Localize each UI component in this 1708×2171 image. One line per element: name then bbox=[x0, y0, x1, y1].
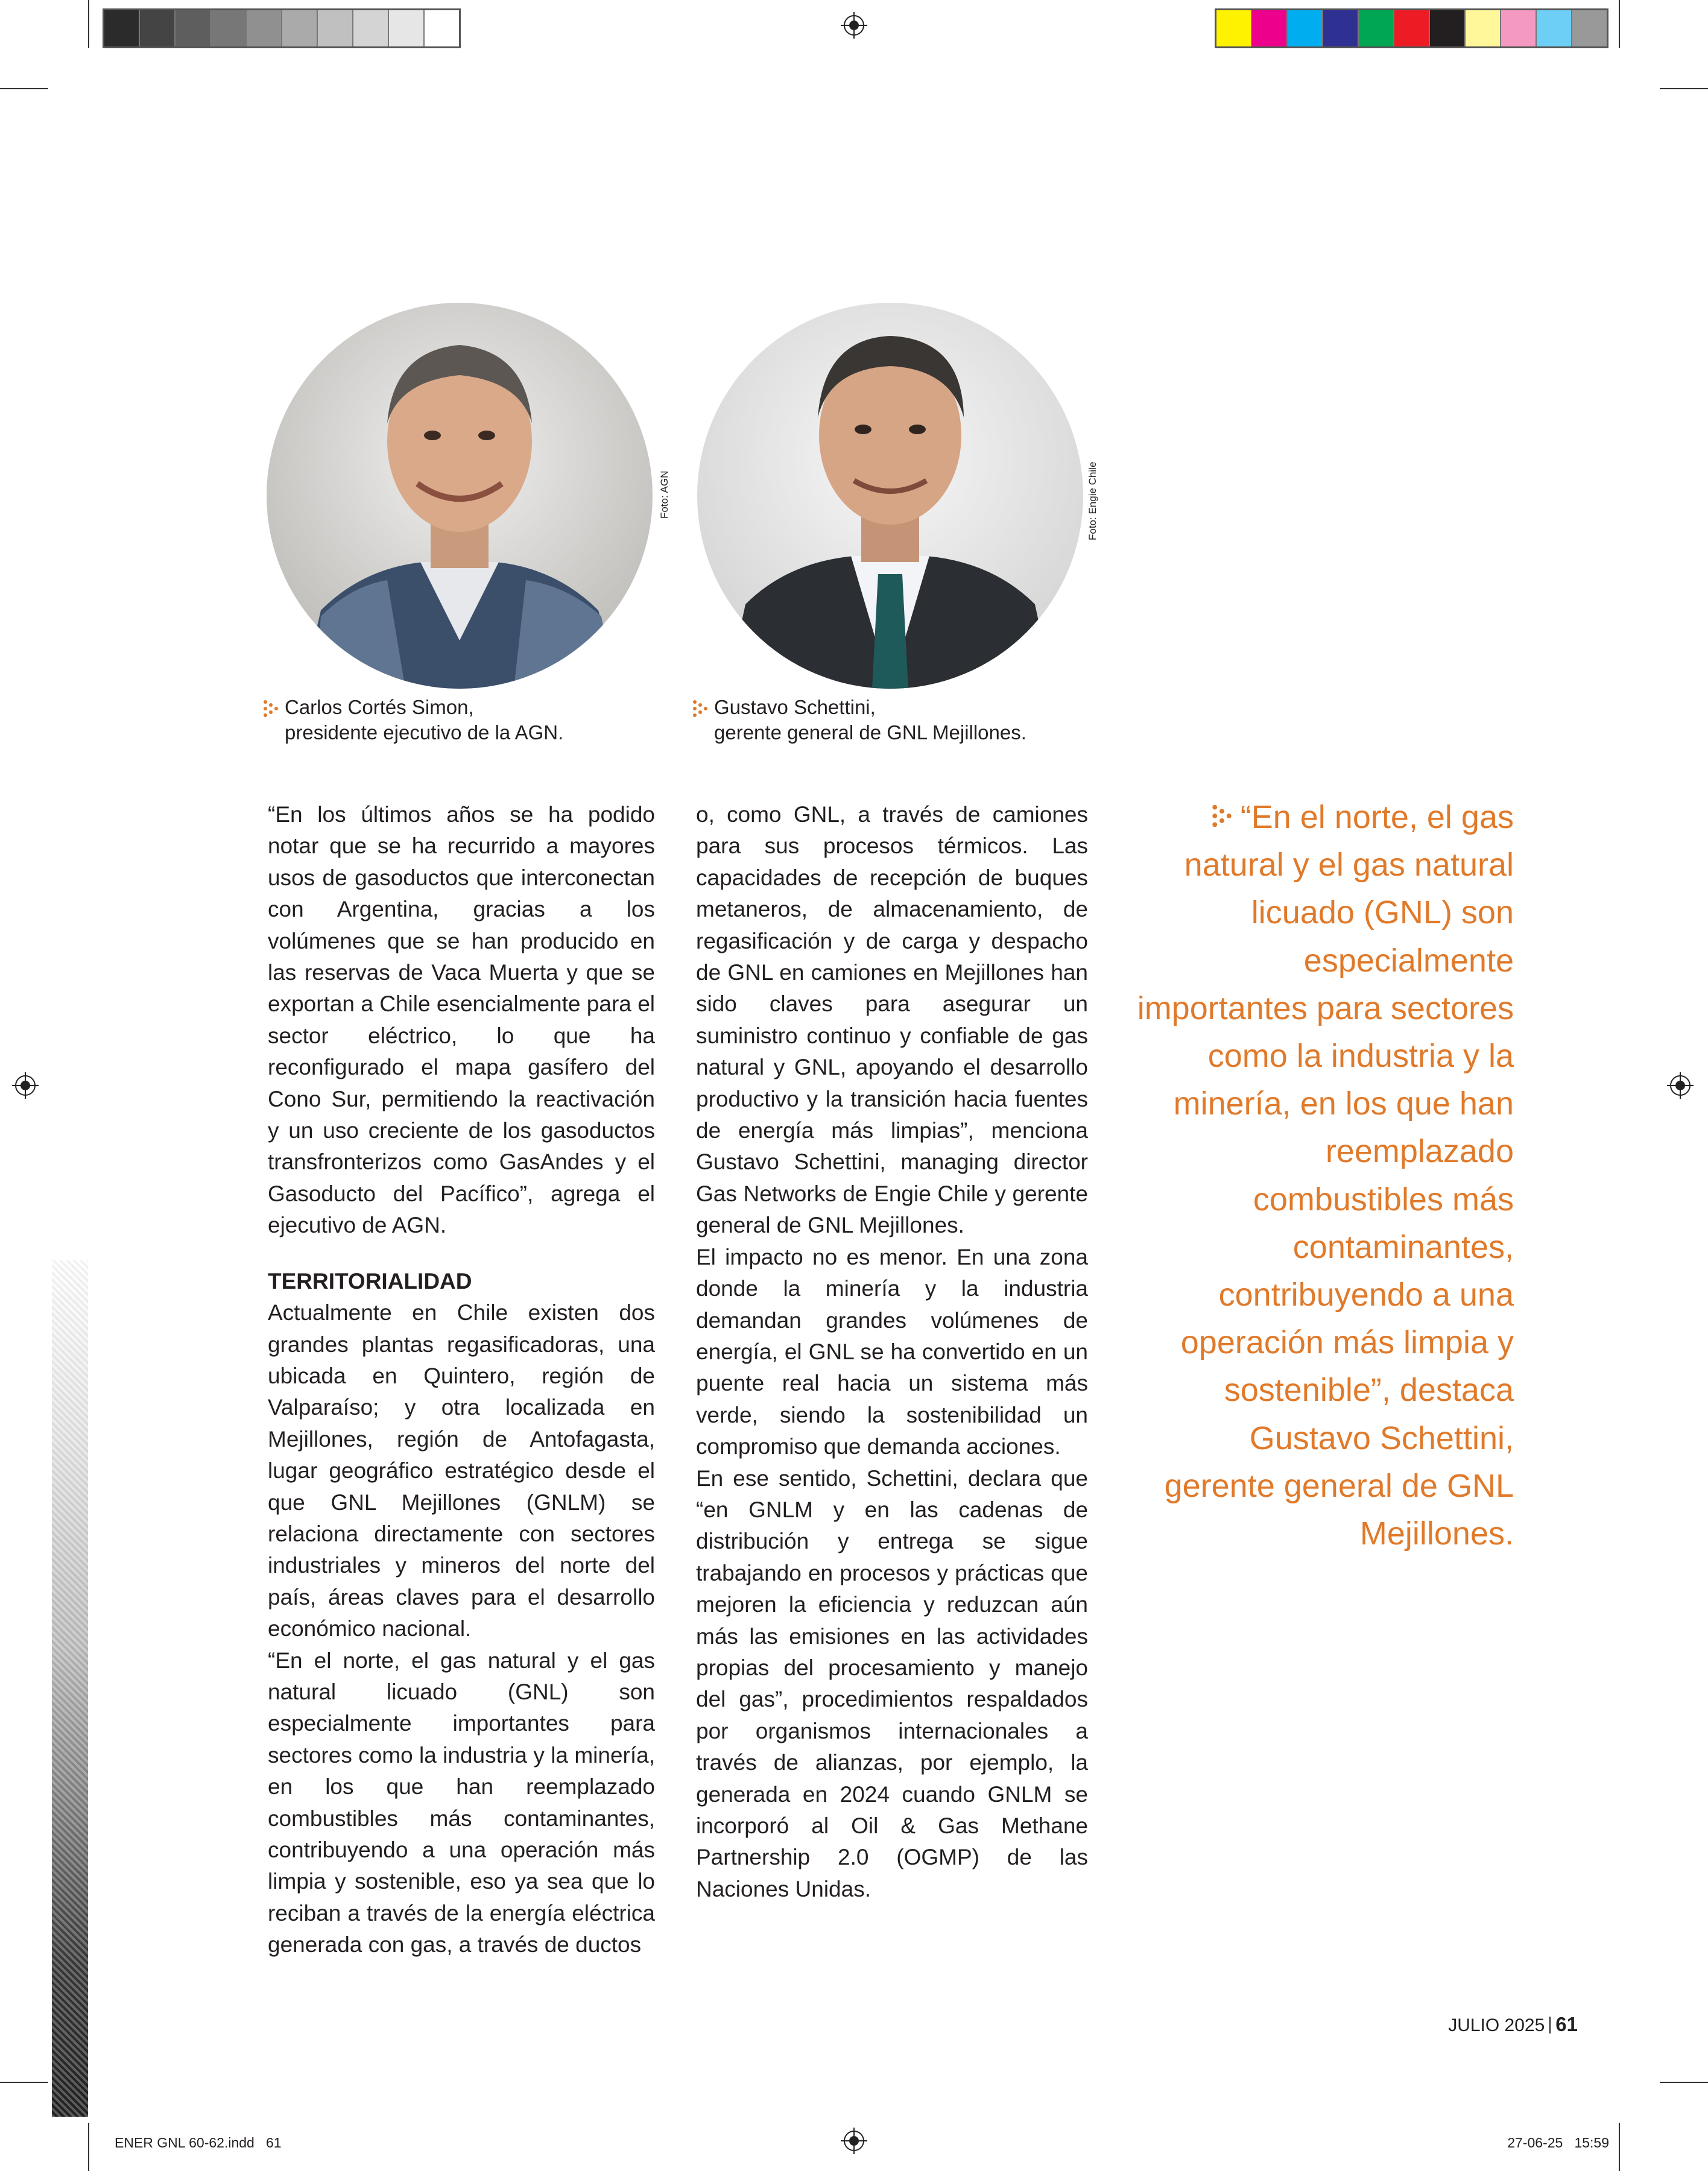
crop-mark bbox=[88, 0, 89, 48]
body-paragraph: Actualmente en Chile existen dos grandes plantas regasificadoras, una ubicada en Quintero, región de Valparaíso; y otra localizada en Mejillones, región de Antofagasta, lugar geográfico estratégico desde el que GNL Mejillones (GNLM) se relaciona directamente con sectores industriales y mineros del norte del país, áreas claves para el desarrollo económico nacional. bbox=[268, 1300, 655, 1642]
crop-mark bbox=[0, 2082, 48, 2083]
page-number: 61 bbox=[1555, 2013, 1578, 2035]
gray-swatch bbox=[282, 10, 318, 46]
pull-quote-text: “En el norte, el gas natural y el gas natural licuado (GNL) son especialmente importantes para sectores como la industria y la minería, en los que han reemplazado combustibles más contaminantes, contribuyendo a una operación más limpia y sostenible”, destaca Gustavo Schettini, gerente general de GNL Mejillones. bbox=[1137, 799, 1514, 1552]
file-slug: ENER GNL 60-62.indd 61 bbox=[115, 2135, 282, 2150]
caption-role: presidente ejecutivo de la AGN. bbox=[285, 721, 564, 744]
black-swatch bbox=[1430, 10, 1466, 46]
blue-swatch bbox=[1323, 10, 1359, 46]
body-paragraph: En ese sentido, Schettini, declara que “en GNLM y en las cadenas de distribución y entrega se sigue trabajando en procesos y prácticas que mejoren la eficiencia y reduzcan aún más las emisiones en las actividades propias del procesamiento y manejo del gas”, procedimientos respaldados por organismos internacionales a través de alianzas, por ejemplo, la generada en 2024 cuando GNLM se incorporó al Oil & Gas Methane Partnership 2.0 (OGMP) de las Naciones Unidas. bbox=[696, 1465, 1088, 1901]
light-cyan-swatch bbox=[1537, 10, 1572, 46]
gray-swatch bbox=[176, 10, 211, 46]
gray-swatch bbox=[247, 10, 282, 46]
caption-role: gerente general de GNL Mejillones. bbox=[714, 721, 1026, 744]
arrow-bullet-icon bbox=[263, 700, 279, 718]
crop-mark bbox=[1619, 0, 1620, 48]
issue-date: JULIO 2025 bbox=[1448, 2015, 1545, 2035]
crop-mark bbox=[1660, 2082, 1708, 2083]
portrait-caption bbox=[285, 695, 622, 745]
body-paragraph: El impacto no es menor. En una zona donde la minería y la industria demandan grandes volúmenes de energía, el GNL se ha convertido en un puente real hacia un sistema más verde, siendo la sostenibilidad un compromiso que demanda acciones. bbox=[696, 1244, 1088, 1459]
registration-mark-icon bbox=[12, 1072, 39, 1099]
crop-mark bbox=[1660, 88, 1708, 89]
print-timestamp: 27-06-25 15:59 bbox=[1507, 2135, 1609, 2150]
portrait-gustavo-schettini bbox=[697, 303, 1083, 689]
pink-swatch bbox=[1501, 10, 1537, 46]
color-calibration-bar bbox=[1215, 8, 1608, 48]
crop-mark bbox=[0, 88, 48, 89]
registration-mark-icon bbox=[841, 12, 867, 39]
photo-credit: Foto: AGN bbox=[659, 470, 670, 519]
body-paragraph: “En el norte, el gas natural y el gas natural licuado (GNL) son especialmente importantes para sectores como la industria y la minería, en los que han reemplazado combustibles más contaminantes, contribuyendo a una operación más limpia y sostenible, eso ya sea que lo reciban a través de la energía eléctrica generada con gas, a través de ductos bbox=[268, 1648, 655, 1958]
cyan-swatch bbox=[1288, 10, 1323, 46]
caption-name: Carlos Cortés Simon, bbox=[285, 696, 474, 718]
gray-swatch bbox=[140, 10, 176, 46]
green-swatch bbox=[1359, 10, 1394, 46]
registration-mark-icon bbox=[1667, 1072, 1694, 1099]
article-column-1 bbox=[268, 799, 655, 1961]
gray-swatch bbox=[353, 10, 389, 46]
body-paragraph: “En los últimos años se ha podido notar que se ha recurrido a mayores usos de gasoductos que interconectan con Argentina, gracias a los volúmenes que se han producido en las reservas de Vaca Muerta y que se exportan a Chile esencialmente para el sector eléctrico, lo que ha reconfigurado el mapa gasífero del Cono Sur, permitiendo la reactivación y un uso creciente de los gasoductos transfronterizos como GasAndes y el Gasoducto del Pacífico”, agrega el ejecutivo de AGN. bbox=[268, 802, 655, 1238]
magenta-swatch bbox=[1252, 10, 1288, 46]
crop-mark bbox=[1619, 2123, 1620, 2171]
gray-swatch bbox=[211, 10, 247, 46]
portrait-caption bbox=[714, 695, 1088, 745]
gray-swatch bbox=[425, 10, 459, 46]
gray-swatch bbox=[1572, 10, 1607, 46]
crop-mark bbox=[88, 2123, 89, 2171]
caption-name: Gustavo Schettini, bbox=[714, 696, 876, 718]
gray-swatch bbox=[104, 10, 140, 46]
pull-quote bbox=[1134, 794, 1514, 1558]
gray-swatch bbox=[389, 10, 425, 46]
light-yellow-swatch bbox=[1466, 10, 1501, 46]
photo-credit: Foto: Engie Chile bbox=[1087, 461, 1098, 540]
red-swatch bbox=[1394, 10, 1430, 46]
section-heading: TERRITORIALIDAD bbox=[268, 1268, 472, 1294]
arrow-bullet-icon bbox=[692, 700, 708, 718]
gray-swatch bbox=[318, 10, 353, 46]
yellow-swatch bbox=[1216, 10, 1252, 46]
side-photo-strip bbox=[52, 1260, 88, 2117]
page-folio bbox=[1448, 2013, 1578, 2036]
arrow-bullet-icon bbox=[1212, 804, 1232, 828]
folio-divider bbox=[1549, 2017, 1551, 2034]
registration-mark-icon bbox=[841, 2128, 867, 2154]
portrait-carlos-cortes bbox=[267, 303, 653, 689]
body-paragraph: o, como GNL, a través de camiones para sus procesos térmicos. Las capacidades de recepción de buques metaneros, de almacenamiento, de regasificación y de carga y despacho de GNL en camiones en Mejillones han sido claves para asegurar un suministro continuo y confiable de gas natural y GNL, apoyando el desarrollo productivo y la transición hacia fuentes de energía más limpias”, menciona Gustavo Schettini, managing director Gas Networks de Engie Chile y gerente general de GNL Mejillones. bbox=[696, 802, 1088, 1238]
article-column-2 bbox=[696, 799, 1088, 1905]
grayscale-calibration-bar bbox=[103, 8, 461, 48]
